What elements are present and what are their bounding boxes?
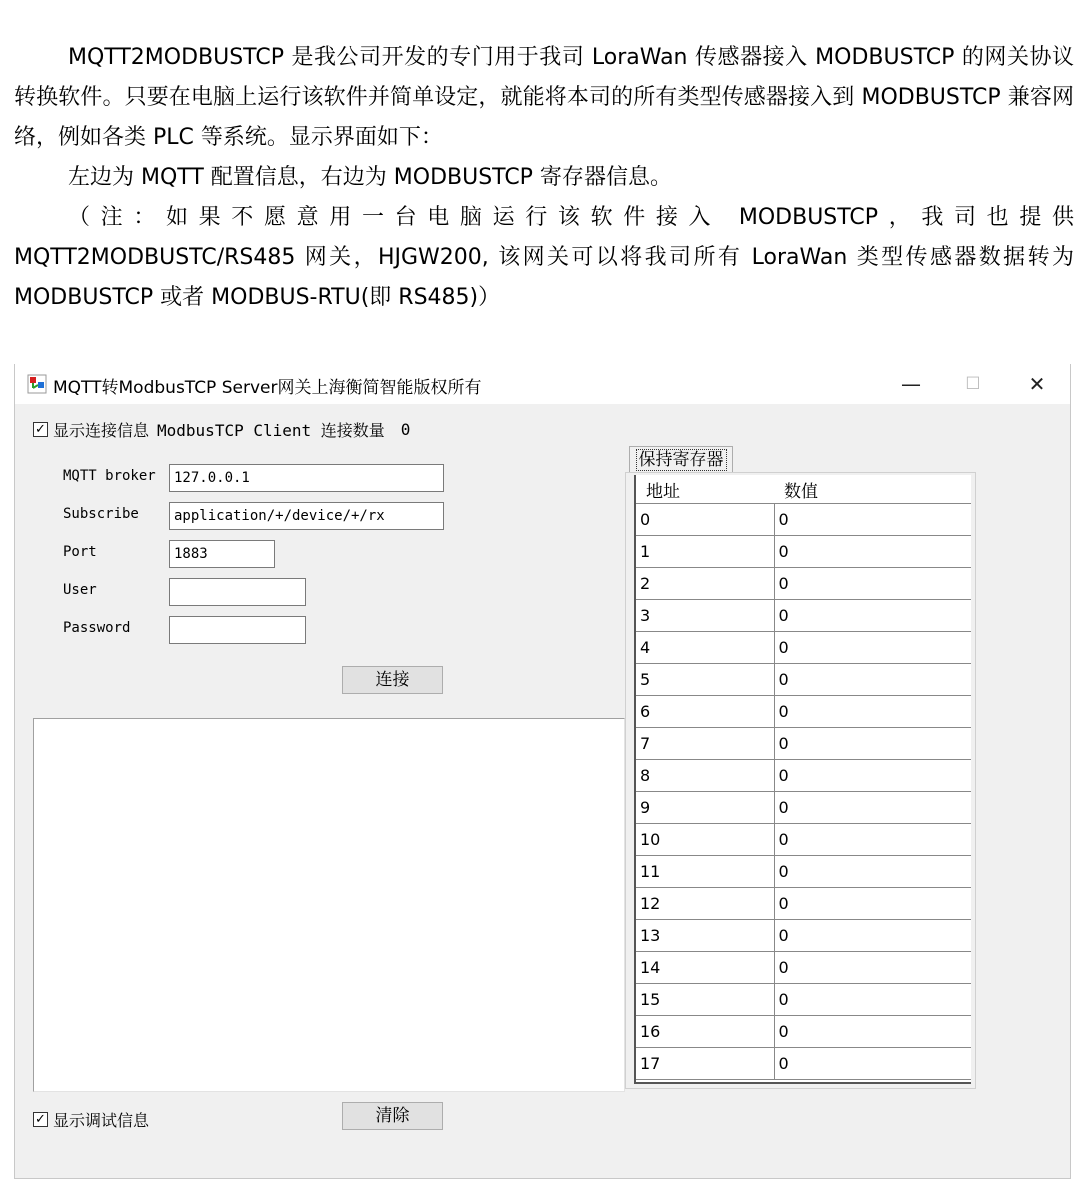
show-connection-checkbox[interactable]: ✓ — [33, 422, 48, 437]
client-count-value: 0 — [400, 420, 411, 439]
register-value-cell[interactable]: 0 — [774, 792, 971, 824]
table-row[interactable] — [636, 504, 971, 536]
port-input[interactable]: 1883 — [169, 540, 275, 568]
table-row[interactable] — [636, 792, 971, 824]
broker-label: MQTT broker — [63, 468, 156, 484]
register-address-cell[interactable]: 5 — [636, 664, 774, 696]
maximize-button[interactable]: ☐ — [965, 374, 981, 394]
table-row[interactable] — [636, 920, 971, 952]
registers-panel — [625, 472, 976, 1089]
app-icon — [27, 374, 47, 394]
title-bar — [15, 364, 1070, 404]
close-button[interactable]: ✕ — [1028, 372, 1046, 396]
register-address-cell[interactable]: 9 — [636, 792, 774, 824]
intro-paragraph: MQTT2MODBUSTCP 是我公司开发的专门用于我司 LoraWan 传感器接入 MODBUSTCP 的网关协议转换软件。只要在电脑上运行该软件并简单设定，就能将本司的所有类型传感器接入到 MODBUSTCP 兼容网络，例如各类 PLC 等系统。显示界面如下： — [14, 45, 1074, 150]
register-value-cell[interactable]: 0 — [774, 920, 971, 952]
register-value-cell[interactable]: 0 — [774, 600, 971, 632]
layout-paragraph: 左边为 MQTT 配置信息，右边为 MODBUSTCP 寄存器信息。 — [68, 165, 672, 190]
register-address-cell[interactable]: 0 — [636, 504, 774, 536]
password-label: Password — [63, 620, 131, 636]
register-address-cell[interactable]: 7 — [636, 728, 774, 760]
subscribe-label: Subscribe — [63, 506, 139, 522]
register-address-cell[interactable]: 13 — [636, 920, 774, 952]
table-row[interactable] — [636, 824, 971, 856]
register-value-cell[interactable]: 0 — [774, 1048, 971, 1080]
client-count-label: ModbusTCP Client 连接数量 — [157, 421, 385, 440]
table-row[interactable] — [636, 536, 971, 568]
register-address-cell[interactable]: 12 — [636, 888, 774, 920]
register-address-cell[interactable]: 1 — [636, 536, 774, 568]
register-value-cell[interactable]: 0 — [774, 632, 971, 664]
register-value-cell[interactable]: 0 — [774, 888, 971, 920]
register-value-cell[interactable]: 0 — [774, 856, 971, 888]
user-label: User — [63, 582, 97, 598]
table-row[interactable] — [636, 1016, 971, 1048]
tab-holding-registers-label: 保持寄存器 — [636, 449, 727, 471]
table-row[interactable] — [636, 632, 971, 664]
table-row[interactable] — [636, 952, 971, 984]
table-row[interactable] — [636, 984, 971, 1016]
table-row[interactable] — [636, 856, 971, 888]
register-address-cell[interactable]: 14 — [636, 952, 774, 984]
register-value-cell[interactable]: 0 — [774, 664, 971, 696]
tab-holding-registers[interactable] — [629, 446, 733, 474]
show-debug-label: 显示调试信息 — [53, 1111, 150, 1130]
user-input[interactable] — [169, 578, 306, 606]
register-value-cell[interactable]: 0 — [774, 760, 971, 792]
port-label: Port — [63, 544, 97, 560]
subscribe-input[interactable]: application/+/device/+/rx — [169, 502, 444, 530]
register-value-cell[interactable]: 0 — [774, 696, 971, 728]
table-row[interactable] — [636, 600, 971, 632]
register-address-cell[interactable]: 15 — [636, 984, 774, 1016]
register-value-cell[interactable]: 0 — [774, 568, 971, 600]
register-address-cell[interactable]: 6 — [636, 696, 774, 728]
password-input[interactable] — [169, 616, 306, 644]
register-address-cell[interactable]: 16 — [636, 1016, 774, 1048]
register-value-cell[interactable]: 0 — [774, 984, 971, 1016]
register-value-cell[interactable]: 0 — [774, 536, 971, 568]
table-row[interactable] — [636, 568, 971, 600]
register-value-cell[interactable]: 0 — [774, 1016, 971, 1048]
table-row[interactable] — [636, 696, 971, 728]
register-address-cell[interactable]: 11 — [636, 856, 774, 888]
register-address-cell[interactable]: 8 — [636, 760, 774, 792]
table-row[interactable] — [636, 888, 971, 920]
register-value-cell[interactable]: 0 — [774, 504, 971, 536]
column-header-address[interactable]: 地址 — [636, 475, 774, 504]
register-address-cell[interactable]: 3 — [636, 600, 774, 632]
note-paragraph: （注：如果不愿意用一台电脑运行该软件接入 MODBUSTCP，我司也提供 MQTT2MODBUSTC/RS485 网关，HJGW200, 该网关可以将我司所有 LoraWan 类型传感器数据转为 MODBUSTCP 或者 MODBUS-RTU(即 RS485)） — [14, 205, 1074, 310]
register-address-cell[interactable]: 17 — [636, 1048, 774, 1080]
register-value-cell[interactable]: 0 — [774, 728, 971, 760]
broker-input[interactable]: 127.0.0.1 — [169, 464, 444, 492]
register-value-cell[interactable]: 0 — [774, 952, 971, 984]
minimize-button[interactable]: — — [901, 372, 921, 396]
debug-info-row — [33, 1108, 149, 1131]
registers-grid[interactable] — [634, 475, 971, 1084]
register-address-cell[interactable]: 4 — [636, 632, 774, 664]
show-connection-label: 显示连接信息 — [53, 421, 150, 440]
connection-info-row — [33, 418, 410, 441]
document-text — [14, 38, 1074, 318]
table-row[interactable] — [636, 664, 971, 696]
column-header-value[interactable]: 数值 — [774, 475, 971, 504]
table-row[interactable] — [636, 1048, 971, 1080]
show-debug-checkbox[interactable]: ✓ — [33, 1112, 48, 1127]
clear-button[interactable]: 清除 — [342, 1102, 443, 1130]
table-row[interactable] — [636, 728, 971, 760]
register-address-cell[interactable]: 2 — [636, 568, 774, 600]
connect-button[interactable]: 连接 — [342, 666, 443, 694]
register-address-cell[interactable]: 10 — [636, 824, 774, 856]
window-title: MQTT转ModbusTCP Server网关上海衡简智能版权所有 — [53, 378, 482, 398]
log-textarea[interactable] — [33, 718, 625, 1092]
register-value-cell[interactable]: 0 — [774, 824, 971, 856]
app-window — [14, 364, 1071, 1179]
table-row[interactable] — [636, 760, 971, 792]
